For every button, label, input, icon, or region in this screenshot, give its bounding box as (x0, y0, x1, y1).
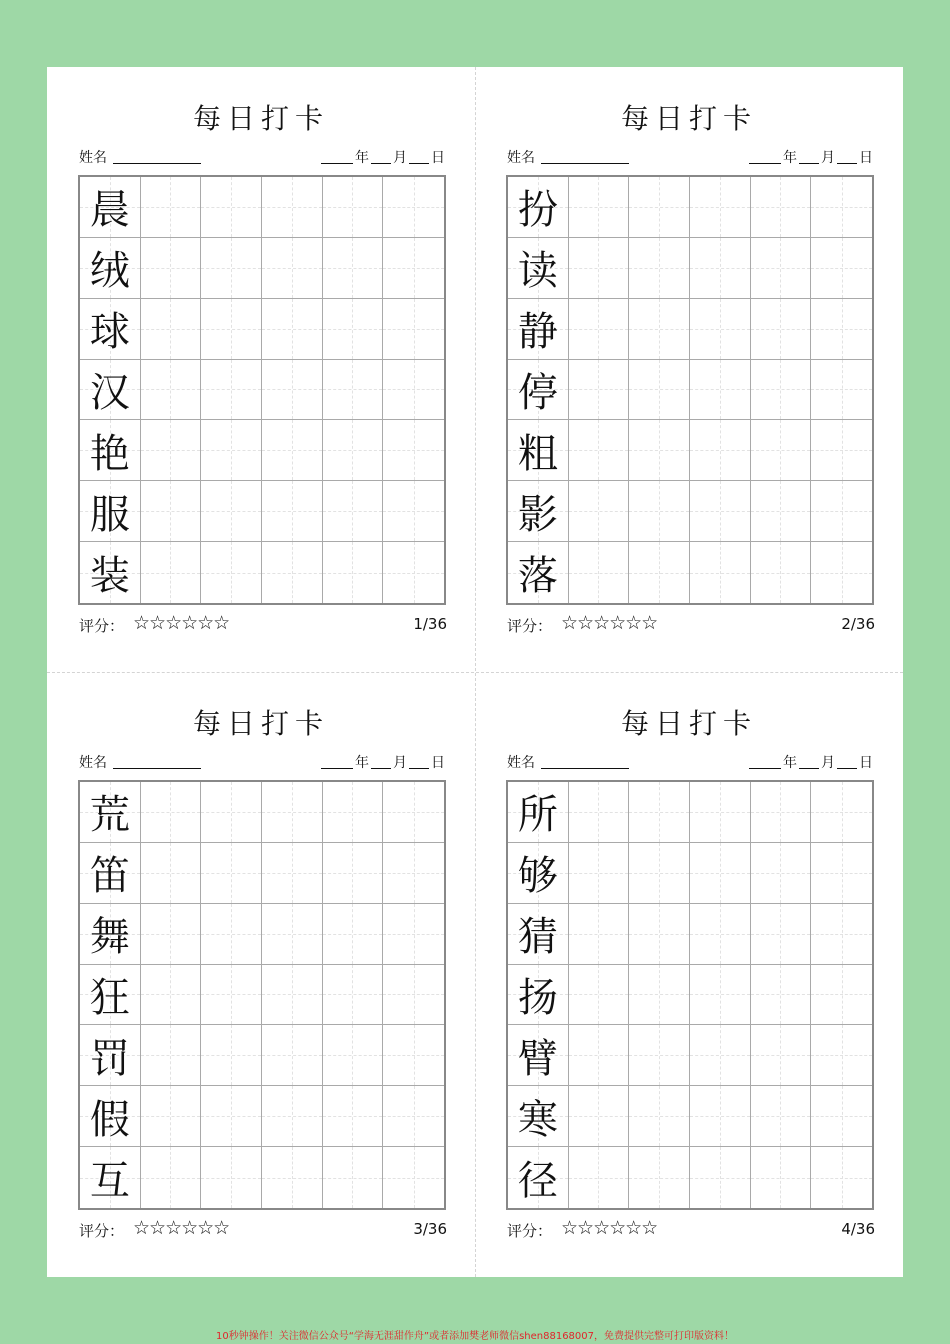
practice-cell[interactable] (262, 481, 323, 542)
practice-cell[interactable] (141, 542, 202, 603)
score-label: 评分： (79, 1222, 125, 1240)
year-blank[interactable] (321, 752, 353, 769)
practice-cell[interactable] (751, 299, 812, 360)
practice-cell[interactable] (141, 1025, 202, 1086)
practice-cell[interactable] (690, 542, 751, 603)
model-char-cell (508, 177, 569, 238)
model-char-cell (80, 360, 141, 421)
model-character: 罚 (89, 1035, 130, 1082)
practice-cell[interactable] (383, 360, 444, 421)
practice-cell[interactable] (323, 782, 384, 843)
practice-cell[interactable] (323, 420, 384, 481)
score-label: 评分： (79, 617, 125, 635)
practice-cell[interactable] (811, 904, 872, 965)
page-number: 4/36 (841, 1220, 875, 1238)
practice-cell[interactable] (201, 1025, 262, 1086)
writing-grid (506, 175, 874, 605)
practice-cell[interactable] (690, 1086, 751, 1147)
month-label: 月 (821, 755, 835, 771)
practice-cell[interactable] (262, 1025, 323, 1086)
practice-cell[interactable] (262, 1147, 323, 1208)
year-blank[interactable] (749, 147, 781, 164)
name-date-row (79, 752, 447, 772)
name-label: 姓名 (79, 755, 107, 771)
month-blank[interactable] (371, 752, 391, 769)
score-row (507, 612, 875, 637)
model-char-cell (80, 1025, 141, 1086)
model-char-cell (508, 1025, 569, 1086)
day-label: 日 (859, 150, 873, 166)
practice-cell[interactable] (751, 782, 812, 843)
practice-cell[interactable] (569, 843, 630, 904)
model-char-cell (508, 965, 569, 1026)
practice-cell[interactable] (811, 420, 872, 481)
model-char-cell (80, 420, 141, 481)
practice-cell[interactable] (569, 904, 630, 965)
practice-cell[interactable] (629, 904, 690, 965)
score-label: 评分： (507, 1222, 553, 1240)
model-character: 晨 (89, 187, 130, 234)
card-title: 每日打卡 (192, 102, 329, 135)
practice-cell[interactable] (323, 904, 384, 965)
practice-cell[interactable] (690, 481, 751, 542)
model-character: 粗 (517, 430, 558, 477)
month-label: 月 (393, 755, 407, 771)
practice-cell[interactable] (569, 420, 630, 481)
practice-cell[interactable] (569, 360, 630, 421)
month-blank[interactable] (799, 147, 819, 164)
practice-cell[interactable] (629, 1025, 690, 1086)
practice-cell[interactable] (629, 299, 690, 360)
practice-cell[interactable] (201, 238, 262, 299)
practice-cell[interactable] (141, 843, 202, 904)
practice-cell[interactable] (141, 782, 202, 843)
practice-cell[interactable] (323, 238, 384, 299)
model-char-cell (80, 843, 141, 904)
writing-grid (506, 780, 874, 1210)
model-character: 所 (517, 792, 558, 839)
practice-cell[interactable] (690, 965, 751, 1026)
practice-cell[interactable] (383, 965, 444, 1026)
name-label: 姓名 (507, 150, 535, 166)
name-blank[interactable] (113, 768, 201, 769)
practice-cell[interactable] (141, 1147, 202, 1208)
writing-grid (78, 780, 446, 1210)
practice-cell[interactable] (569, 1147, 630, 1208)
practice-cell[interactable] (262, 299, 323, 360)
page-number: 1/36 (413, 615, 447, 633)
practice-cell[interactable] (629, 177, 690, 238)
month-blank[interactable] (799, 752, 819, 769)
year-label: 年 (355, 150, 369, 166)
model-char-cell (80, 1147, 141, 1208)
footer-promo-text: 10秒钟操作！关注微信公众号“学海无涯甜作舟”或者添加樊老师微信shen88168007，免费提供完整可打印版资料！ (215, 1331, 735, 1342)
practice-cell[interactable] (690, 238, 751, 299)
practice-cell[interactable] (141, 481, 202, 542)
practice-cell[interactable] (690, 782, 751, 843)
model-character: 互 (89, 1158, 130, 1205)
practice-cell[interactable] (690, 420, 751, 481)
year-blank[interactable] (321, 147, 353, 164)
practice-cell[interactable] (751, 542, 812, 603)
model-char-cell (508, 1086, 569, 1147)
model-char-cell (508, 481, 569, 542)
star-rating-icon[interactable]: ☆☆☆☆☆☆ (133, 612, 230, 634)
model-char-cell (80, 542, 141, 603)
model-char-cell (80, 904, 141, 965)
model-char-cell (508, 843, 569, 904)
practice-cell[interactable] (201, 843, 262, 904)
practice-cell[interactable] (262, 1086, 323, 1147)
model-character: 绒 (89, 248, 130, 295)
model-char-cell (80, 481, 141, 542)
practice-cell[interactable] (383, 177, 444, 238)
model-char-cell (80, 782, 141, 843)
day-label: 日 (859, 755, 873, 771)
practice-cell[interactable] (569, 965, 630, 1026)
name-blank[interactable] (541, 768, 629, 769)
model-character: 汉 (89, 369, 130, 416)
practice-cell[interactable] (262, 965, 323, 1026)
practice-cell[interactable] (629, 481, 690, 542)
practice-cell[interactable] (569, 1086, 630, 1147)
practice-cell[interactable] (751, 965, 812, 1026)
practice-cell[interactable] (262, 238, 323, 299)
model-character: 笛 (89, 853, 130, 900)
model-character: 艳 (89, 430, 130, 477)
practice-cell[interactable] (569, 481, 630, 542)
practice-card-2 (475, 67, 903, 672)
practice-cell[interactable] (811, 1147, 872, 1208)
practice-cell[interactable] (201, 1086, 262, 1147)
practice-cell[interactable] (629, 360, 690, 421)
practice-cell[interactable] (811, 238, 872, 299)
star-rating-icon[interactable]: ☆☆☆☆☆☆ (561, 1217, 658, 1239)
model-character: 径 (517, 1158, 558, 1205)
practice-cell[interactable] (690, 299, 751, 360)
model-char-cell (80, 238, 141, 299)
practice-cell[interactable] (811, 481, 872, 542)
practice-cell[interactable] (811, 177, 872, 238)
model-char-cell (508, 299, 569, 360)
practice-cell[interactable] (811, 360, 872, 421)
practice-cell[interactable] (323, 1025, 384, 1086)
practice-cell[interactable] (569, 177, 630, 238)
practice-cell[interactable] (201, 481, 262, 542)
practice-card-4 (475, 672, 903, 1277)
date-fields (749, 752, 875, 772)
practice-cell[interactable] (629, 965, 690, 1026)
practice-cell[interactable] (323, 1147, 384, 1208)
practice-cell[interactable] (811, 1086, 872, 1147)
practice-cell[interactable] (690, 177, 751, 238)
year-label: 年 (783, 755, 797, 771)
practice-cell[interactable] (751, 843, 812, 904)
model-char-cell (508, 782, 569, 843)
practice-cell[interactable] (383, 904, 444, 965)
practice-cell[interactable] (383, 481, 444, 542)
practice-cell[interactable] (383, 1086, 444, 1147)
worksheet-sheet (47, 67, 903, 1277)
day-label: 日 (431, 755, 445, 771)
score-row (79, 1217, 447, 1242)
score-label: 评分： (507, 617, 553, 635)
practice-cell[interactable] (690, 360, 751, 421)
card-title: 每日打卡 (620, 102, 757, 135)
model-character: 扬 (517, 974, 558, 1021)
practice-cell[interactable] (323, 542, 384, 603)
month-label: 月 (821, 150, 835, 166)
day-blank[interactable] (409, 752, 429, 769)
practice-cell[interactable] (201, 420, 262, 481)
practice-cell[interactable] (141, 238, 202, 299)
practice-cell[interactable] (201, 542, 262, 603)
practice-cell[interactable] (690, 1025, 751, 1086)
practice-cell[interactable] (629, 843, 690, 904)
card-title: 每日打卡 (620, 707, 757, 740)
model-char-cell (80, 299, 141, 360)
model-character: 假 (89, 1096, 130, 1143)
year-label: 年 (783, 150, 797, 166)
practice-cell[interactable] (141, 1086, 202, 1147)
day-blank[interactable] (409, 147, 429, 164)
practice-cell[interactable] (323, 1086, 384, 1147)
star-rating-icon[interactable]: ☆☆☆☆☆☆ (133, 1217, 230, 1239)
practice-cell[interactable] (141, 904, 202, 965)
day-label: 日 (431, 150, 445, 166)
model-character: 猜 (517, 914, 558, 961)
model-character: 装 (89, 553, 130, 600)
model-character: 读 (517, 248, 558, 295)
model-char-cell (80, 965, 141, 1026)
name-label: 姓名 (507, 755, 535, 771)
model-character: 球 (89, 309, 130, 356)
practice-cell[interactable] (569, 238, 630, 299)
practice-cell[interactable] (811, 782, 872, 843)
model-char-cell (80, 1086, 141, 1147)
practice-cell[interactable] (569, 782, 630, 843)
practice-cell[interactable] (201, 360, 262, 421)
day-blank[interactable] (837, 147, 857, 164)
model-char-cell (508, 360, 569, 421)
practice-cell[interactable] (751, 1147, 812, 1208)
practice-cell[interactable] (751, 360, 812, 421)
practice-cell[interactable] (262, 420, 323, 481)
practice-cell[interactable] (383, 782, 444, 843)
practice-cell[interactable] (383, 542, 444, 603)
practice-cell[interactable] (141, 360, 202, 421)
practice-cell[interactable] (262, 360, 323, 421)
model-character: 荒 (89, 792, 130, 839)
practice-cell[interactable] (751, 420, 812, 481)
model-character: 影 (517, 491, 558, 538)
practice-cell[interactable] (201, 782, 262, 843)
name-blank[interactable] (113, 163, 201, 164)
model-character: 舞 (89, 914, 130, 961)
practice-cell[interactable] (201, 904, 262, 965)
practice-card-1 (47, 67, 475, 672)
practice-cell[interactable] (811, 299, 872, 360)
name-date-row (79, 147, 447, 167)
practice-cell[interactable] (811, 1025, 872, 1086)
practice-cell[interactable] (629, 420, 690, 481)
writing-grid (78, 175, 446, 605)
practice-cell[interactable] (811, 542, 872, 603)
year-label: 年 (355, 755, 369, 771)
practice-cell[interactable] (262, 782, 323, 843)
practice-cell[interactable] (383, 1025, 444, 1086)
score-row (507, 1217, 875, 1242)
practice-cell[interactable] (811, 965, 872, 1026)
star-rating-icon[interactable]: ☆☆☆☆☆☆ (561, 612, 658, 634)
name-date-row (507, 147, 875, 167)
model-char-cell (508, 1147, 569, 1208)
name-date-row (507, 752, 875, 772)
page-number: 3/36 (413, 1220, 447, 1238)
month-label: 月 (393, 150, 407, 166)
model-character: 停 (517, 369, 558, 416)
practice-cell[interactable] (141, 299, 202, 360)
model-character: 服 (89, 491, 130, 538)
practice-cell[interactable] (262, 542, 323, 603)
model-character: 扮 (517, 187, 558, 234)
name-label: 姓名 (79, 150, 107, 166)
name-blank[interactable] (541, 163, 629, 164)
practice-cell[interactable] (383, 1147, 444, 1208)
practice-cell[interactable] (751, 1025, 812, 1086)
practice-cell[interactable] (629, 782, 690, 843)
practice-cell[interactable] (811, 843, 872, 904)
score-row (79, 612, 447, 637)
model-char-cell (80, 177, 141, 238)
year-blank[interactable] (749, 752, 781, 769)
practice-cell[interactable] (690, 904, 751, 965)
practice-cell[interactable] (751, 177, 812, 238)
card-title: 每日打卡 (192, 707, 329, 740)
practice-cell[interactable] (383, 299, 444, 360)
model-character: 臂 (517, 1035, 558, 1082)
practice-cell[interactable] (751, 1086, 812, 1147)
practice-cell[interactable] (262, 904, 323, 965)
practice-cell[interactable] (201, 177, 262, 238)
date-fields (321, 752, 447, 772)
model-character: 够 (517, 853, 558, 900)
model-char-cell (508, 420, 569, 481)
practice-cell[interactable] (141, 965, 202, 1026)
practice-cell[interactable] (629, 542, 690, 603)
date-fields (321, 147, 447, 167)
practice-cell[interactable] (629, 238, 690, 299)
practice-cell[interactable] (690, 1147, 751, 1208)
practice-cell[interactable] (323, 177, 384, 238)
practice-cell[interactable] (751, 481, 812, 542)
practice-cell[interactable] (323, 299, 384, 360)
practice-cell[interactable] (629, 1086, 690, 1147)
practice-cell[interactable] (569, 542, 630, 603)
practice-cell[interactable] (323, 965, 384, 1026)
model-char-cell (508, 904, 569, 965)
model-char-cell (508, 238, 569, 299)
practice-cell[interactable] (323, 360, 384, 421)
practice-cell[interactable] (569, 299, 630, 360)
model-character: 狂 (89, 974, 130, 1021)
practice-cell[interactable] (383, 238, 444, 299)
practice-cell[interactable] (323, 481, 384, 542)
practice-cell[interactable] (141, 177, 202, 238)
practice-cell[interactable] (751, 238, 812, 299)
practice-cell[interactable] (383, 420, 444, 481)
practice-cell[interactable] (201, 965, 262, 1026)
practice-cell[interactable] (629, 1147, 690, 1208)
practice-cell[interactable] (262, 177, 323, 238)
practice-card-3 (47, 672, 475, 1277)
model-character: 静 (517, 309, 558, 356)
practice-cell[interactable] (201, 1147, 262, 1208)
page-number: 2/36 (841, 615, 875, 633)
model-char-cell (508, 542, 569, 603)
date-fields (749, 147, 875, 167)
practice-cell[interactable] (262, 843, 323, 904)
practice-cell[interactable] (383, 843, 444, 904)
model-character: 寒 (517, 1096, 558, 1143)
practice-cell[interactable] (201, 299, 262, 360)
practice-cell[interactable] (690, 843, 751, 904)
practice-cell[interactable] (751, 904, 812, 965)
practice-cell[interactable] (141, 420, 202, 481)
month-blank[interactable] (371, 147, 391, 164)
practice-cell[interactable] (323, 843, 384, 904)
model-character: 落 (517, 553, 558, 600)
day-blank[interactable] (837, 752, 857, 769)
practice-cell[interactable] (569, 1025, 630, 1086)
